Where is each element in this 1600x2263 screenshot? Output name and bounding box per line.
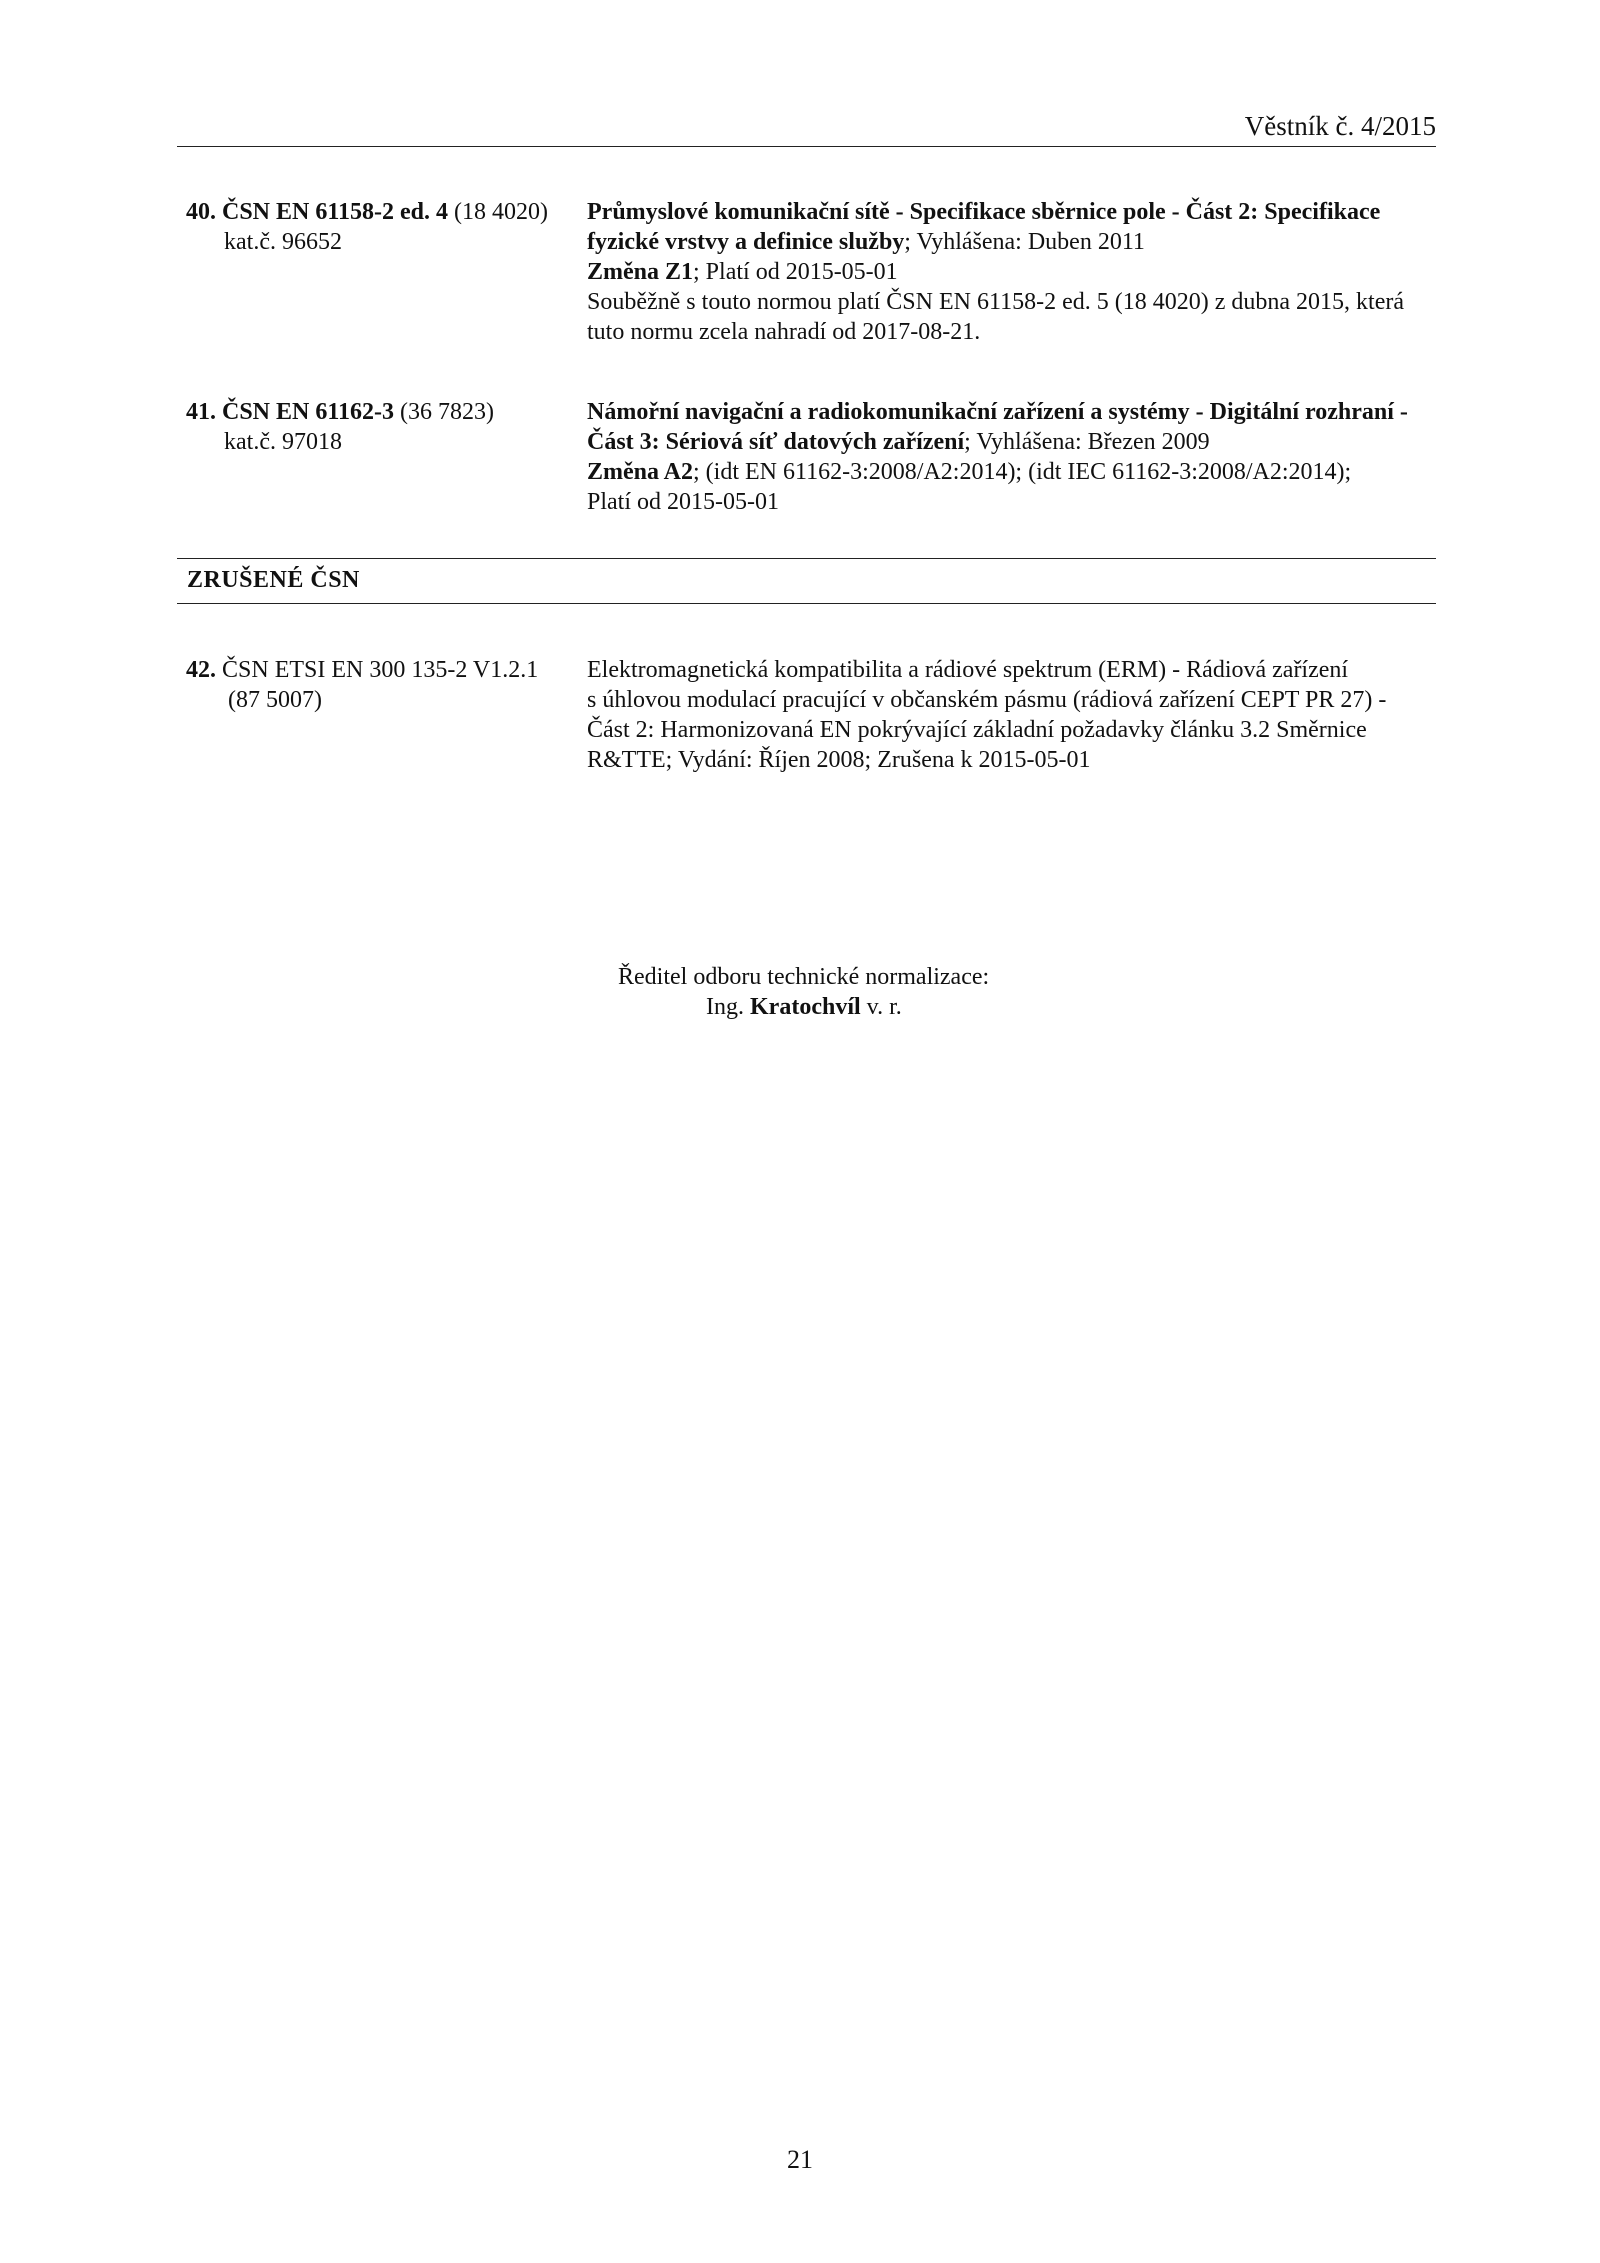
section-header-cancelled (177, 558, 1436, 604)
standard-code: ČSN EN 61162-3 (222, 399, 395, 425)
class-code: (36 7823) (400, 399, 495, 425)
standard-title-line1: Námořní navigační a radiokomunikační zařízení a systémy - Digitální rozhraní - (587, 399, 1408, 425)
catalog-number: kat.č. 96652 (224, 229, 342, 255)
valid-from: ; Platí od 2015-05-01 (693, 259, 898, 285)
signature-suffix: v. r. (866, 994, 902, 1020)
standard-title-line2: fyzické vrstvy a definice služby (587, 229, 905, 255)
signature-role: Ředitel odboru technické normalizace: (618, 964, 990, 990)
note-line1: Souběžně s touto normou platí ČSN EN 61158-2 ed. 5 (18 4020) z dubna 2015, která (587, 289, 1404, 315)
description-line: R&TTE; Vydání: Říjen 2008; Zrušena k 2015-05-01 (587, 747, 1091, 773)
standard-title-line1: Průmyslové komunikační sítě - Specifikace sběrnice pole - Část 2: Specifikace (587, 199, 1381, 225)
standard-code: ČSN ETSI EN 300 135-2 V1.2.1 (222, 657, 539, 683)
note-line2: tuto normu zcela nahradí od 2017-08-21. (587, 319, 981, 345)
class-code: (18 4020) (454, 199, 549, 225)
standard-code: ČSN EN 61158-2 ed. 4 (222, 199, 449, 225)
class-code: (87 5007) (228, 687, 322, 713)
catalog-number: kat.č. 97018 (224, 429, 342, 455)
signature-name: Kratochvíl (750, 994, 861, 1020)
description-line: s úhlovou modulací pracující v občanském pásmu (rádiová zařízení CEPT PR 27) - (587, 687, 1387, 713)
section-title: ZRUŠENÉ ČSN (187, 567, 360, 593)
announcement-date: ; Vyhlášena: Březen 2009 (964, 429, 1210, 455)
header-divider (177, 146, 1436, 147)
valid-from: Platí od 2015-05-01 (587, 489, 779, 515)
description-line: Část 2: Harmonizovaná EN pokrývající základní požadavky článku 3.2 Směrnice (587, 717, 1367, 743)
announcement-date: ; Vyhlášena: Duben 2011 (904, 229, 1145, 255)
change-label: Změna Z1 (587, 259, 694, 285)
signature-prefix: Ing. (706, 994, 744, 1020)
page-header-title: Věstník č. 4/2015 (1244, 111, 1436, 141)
change-details: ; (idt EN 61162-3:2008/A2:2014); (idt IEC 61162-3:2008/A2:2014); (693, 459, 1352, 485)
page-number: 21 (787, 2145, 813, 2174)
standard-title-line2: Část 3: Sériová síť datových zařízení (587, 429, 965, 455)
signature-block (618, 962, 989, 1022)
change-label: Změna A2 (587, 459, 694, 485)
description-line: Elektromagnetická kompatibilita a rádiové spektrum (ERM) - Rádiová zařízení (587, 657, 1349, 683)
entry-number: 41. (186, 399, 216, 425)
entry-number: 42. (186, 657, 216, 683)
entry-number: 40. (186, 199, 216, 225)
